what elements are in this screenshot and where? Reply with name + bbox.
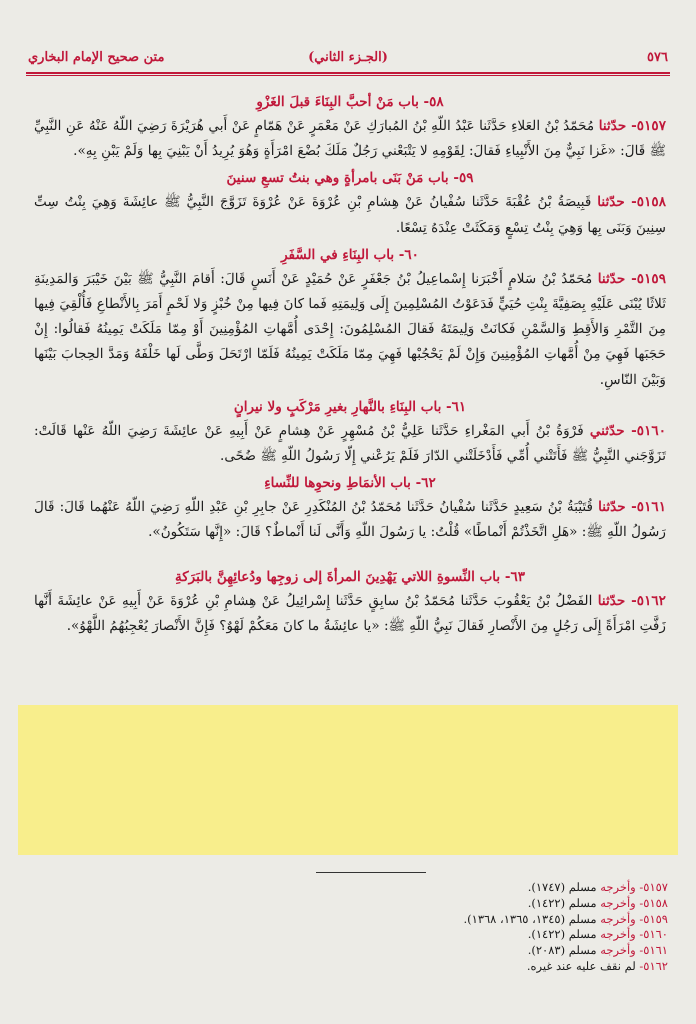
hadith-lead: حدّثنا [597,194,625,211]
hadith-number: ٥١٥٧ [636,118,667,134]
header-rule [26,72,670,74]
part-title: (الجـزء الثاني) [308,50,388,65]
page-number: ٥٧٦ [647,50,668,65]
hadith-text: فَرْوَةُ بْنُ أَبي المَغْراءِ حَدَّثَنا عَلِيُّ بْنُ مُسْهِرٍ عَنْ هِشامٍ عَنْ أَبِيهِ عَنْ عائِشَةَ رَضِيَ اللّهُ عَنْها قَالَتْ: تَزَوَّجَني النَّبِيُّ ﷺ فَأَتَتْني أُمِّي فَأَدْخَلَتْني الدّارَ فَلَمْ يَرُعْني إِلّا رَسُولُ اللّهِ ﷺ ضُحًى. [34,422,666,465]
footnote-ref: ٥١٥٨- وأخرجه [600,895,668,910]
chapter-title: ٦٠- باب البِنَاءِ في السَّفَرِ [281,246,419,263]
hadith-text: قُتَيْبَةُ بْنُ سَعِيدٍ حَدَّثَنا سُفْيانُ حَدَّثَنا مُحَمّدُ بْنُ المُنْكَدِرِ عَنْ جابِرِ بْنِ عَبْدِ اللّهِ رَضِيَ اللّهُ عَنْهُما قَالَ: قَالَ رَسُولُ اللّهِ ﷺ: «هَلِ اتَّخَذْتُمْ أَنْماطًا» قُلْتُ: يا رَسُولَ اللّهِ وَأَنَّى لَنا أَنْماطٌ؟ قَالَ: «إِنَّها سَتَكُونُ». [34,499,666,541]
hadith-lead: حدّثنا [597,270,626,287]
footnote-ref: ٥١٦٢- [639,958,668,973]
chapter-title: ٥٩- باب مَنْ بَنَى بامرأةٍ وهي بنتُ تسعِ سنينَ [226,170,474,187]
footnote-text: مسلم (١٧٤٧). [527,880,597,894]
hadith: ٥١٥٩- حدّثنا مُحَمّدُ بْنُ سَلامٍ أَخْبَرَنا إِسْماعِيلُ بْنُ جَعْفَرٍ عَنْ حُمَيْدٍ عَنْ أَنَسٍ قَالَ: أَقامَ النَّبِيُّ ﷺ بَيْنَ خَيْبَرَ وَالمَدِينَةِ ثَلاثًا يُبْنَى عَلَيْهِ بِصَفِيَّةَ بِنْتِ حُيَيٍّ فَدَعَوْتُ المُسْلِمِينَ إِلَى وَلِيمَتِهِ فَما كانَ فِيها مِنْ خُبْزٍ وَلا لَحْمٍ أَمَرَ بِالأَنْطاعِ فَأُلْقِيَ فِيها مِنَ التَّمْرِ وَالأَقِطِ وَالسَّمْنِ فَكانَتْ وَلِيمَتَهُ فَقالَ المُسْلِمُونَ: إِحْدَى أُمَّهاتِ المُؤْمِنِينَ أَوْ مِمّا مَلَكَتْ يَمِينُهُ فَقالُوا: إِنْ حَجَبَها فَهِيَ مِنْ أُمَّهاتِ المُؤْمِنِينَ وَإِنْ لَمْ يَحْجُبْها فَهِيَ مِمّا مَلَكَتْ يَمِينُهُ فَلَمّا ارْتَحَلَ وَطَّى لَها خَلْفَهُ وَمَدَّ الحِجابَ بَيْنَها وَبَيْنَ النّاسِ. [34,270,667,388]
footnote [350,943,668,959]
hadith-lead: حدّثنا [598,499,626,516]
footnotes [350,880,668,975]
main-text [34,88,666,639]
hadith-lead: حدّثنا [597,592,626,609]
hadith-text: الفَضْلُ بْنُ يَعْقُوبَ حَدَّثَنا مُحَمّدُ بْنُ سابِقٍ حَدَّثَنا إِسْرائِيلُ عَنْ هِشامِ بْنِ عُرْوَةَ عَنْ أَبِيهِ عَنْ عائِشَةَ أَنَّها زَفَّتِ امْرَأَةً إِلَى رَجُلٍ مِنَ الأَنْصارِ فَقالَ نَبِيُّ اللّهِ ﷺ: «يا عائِشَةُ ما كانَ مَعَكُمْ لَهْوٌ؟ فَإِنَّ الأَنْصارَ يُعْجِبُهُمُ اللَّهْوُ». [34,592,666,634]
hadith-number: ٥١٦٠ [636,422,667,439]
hadith: ٥١٥٨- حدّثنا قَبِيصَةُ بْنُ عُقْبَةَ حَدَّثَنا سُفْيانُ عَنْ هِشامِ بْنِ عُرْوَةَ عَنْ عُرْوَةَ تَزَوَّجَ النَّبِيُّ ﷺ عائِشَةَ وَهِيَ بِنْتُ سِتِّ سِنِينَ وَبَنَى بِها وَهِيَ بِنْتُ تِسْعٍ وَمَكَثَتْ عِنْدَهُ تِسْعًا. [34,194,667,236]
footnote-text: مسلم (١٣٤٥، ١٣٦٥، ١٣٦٨). [463,911,597,926]
chapter-title: ٦١- باب البِنَاءِ بالنَّهارِ بغيرِ مَرْكَبٍ ولا نيرانٍ [233,398,467,415]
hadith-lead: حدّثني [589,422,625,439]
highlight-box [18,705,678,855]
footnote-text: مسلم (١٤٢٢). [527,927,597,942]
footnote-ref: ٥١٥٩- وأخرجه [600,911,668,926]
footnote [350,896,668,912]
header-rule-thin [26,75,670,76]
hadith: ٥١٦٢- حدّثنا الفَضْلُ بْنُ يَعْقُوبَ حَدَّثَنا مُحَمّدُ بْنُ سابِقٍ حَدَّثَنا إِسْرائِيلُ عَنْ هِشامِ بْنِ عُرْوَةَ عَنْ أَبِيهِ عَنْ عائِشَةَ أَنَّها زَفَّتِ امْرَأَةً إِلَى رَجُلٍ مِنَ الأَنْصارِ فَقالَ نَبِيُّ اللّهِ ﷺ: «يا عائِشَةُ ما كانَ مَعَكُمْ لَهْوٌ؟ فَإِنَّ الأَنْصارَ يُعْجِبُهُمُ اللَّهْوُ». [34,592,666,634]
hadith-number: ٥١٥٩ [636,270,667,287]
chapter-title: ٥٨- باب مَنْ أحبَّ البِنَاءَ قبلَ الغَزْوِ [256,94,444,110]
chapter-title: ٦٢- باب الأنمَاطِ ونحوِها للنِّساءِ [264,475,436,492]
hadith: ٥١٦١- حدّثنا قُتَيْبَةُ بْنُ سَعِيدٍ حَدَّثَنا سُفْيانُ حَدَّثَنا مُحَمّدُ بْنُ المُنْكَدِرِ عَنْ جابِرِ بْنِ عَبْدِ اللّهِ رَضِيَ اللّهُ عَنْهُما قَالَ: قَالَ رَسُولُ اللّهِ ﷺ: «هَلِ اتَّخَذْتُمْ أَنْماطًا» قُلْتُ: يا رَسُولَ اللّهِ وَأَنَّى لَنا أَنْماطٌ؟ قَالَ: «إِنَّها سَتَكُونُ». [34,499,667,541]
hadith-number: ٥١٦٢ [636,592,666,609]
footnote-rule [316,872,426,873]
footnote-ref: ٥١٥٧- وأخرجه [600,880,668,894]
footnote [350,959,668,975]
footnote-text: مسلم (٢٠٨٣). [527,943,597,958]
page-header [28,50,668,70]
chapter-title: ٦٣- باب النِّسوةِ اللاتي يَهْدِينَ المرأةَ إلى زوجِها ودُعائِهِنَّ بالبَرَكةِ [175,568,525,585]
hadith-number: ٥١٥٨ [636,194,667,211]
footnote [350,927,668,943]
footnote-ref: ٥١٦٠- وأخرجه [600,927,668,942]
footnote-text: مسلم (١٤٢٢). [527,895,597,910]
hadith-number: ٥١٦١ [636,499,667,516]
hadith: ٥١٦٠- حدّثني فَرْوَةُ بْنُ أَبي المَغْراءِ حَدَّثَنا عَلِيُّ بْنُ مُسْهِرٍ عَنْ هِشامٍ عَنْ أَبِيهِ عَنْ عائِشَةَ رَضِيَ اللّهُ عَنْها قَالَتْ: تَزَوَّجَني النَّبِيُّ ﷺ فَأَتَتْني أُمِّي فَأَدْخَلَتْني الدّارَ فَلَمْ يَرُعْني إِلّا رَسُولُ اللّهِ ﷺ ضُحًى. [34,422,667,465]
footnote [350,912,668,928]
footnote-ref: ٥١٦١- وأخرجه [600,943,668,958]
book-title: متن صحيح الإمام البخاري [28,50,165,65]
footnote [350,880,668,896]
hadith-lead: حدّثنا [598,118,627,134]
hadith-text: مُحَمّدُ بْنُ العَلاءِ حَدَّثَنا عَبْدُ اللّهِ بْنُ المُبارَكِ عَنْ مَعْمَرٍ عَنْ هَمّامٍ عَنْ أَبي هُرَيْرَةَ رَضِيَ اللّهُ عَنْهُ عَنِ النَّبِيِّ ﷺ قَالَ: «غَزا نَبِيٌّ مِنَ الأَنْبِياءِ فَقالَ: لِقَوْمِهِ لا يَتْبَعْني رَجُلٌ مَلَكَ بُضْعَ امْرَأَةٍ وَهُوَ يُرِيدُ أَنْ يَبْنِيَ بِها وَلَمْ يَبْنِ بِهِ». [34,118,666,160]
hadith-text: قَبِيصَةُ بْنُ عُقْبَةَ حَدَّثَنا سُفْيانُ عَنْ هِشامِ بْنِ عُرْوَةَ عَنْ عُرْوَةَ تَزَوَّجَ النَّبِيُّ ﷺ عائِشَةَ وَهِيَ بِنْتُ سِتِّ سِنِينَ وَبَنَى بِها وَهِيَ بِنْتُ تِسْعٍ وَمَكَثَتْ عِنْدَهُ تِسْعًا. [34,194,666,236]
hadith: ٥١٥٧- حدّثنا مُحَمّدُ بْنُ العَلاءِ حَدَّثَنا عَبْدُ اللّهِ بْنُ المُبارَكِ عَنْ مَعْمَرٍ عَنْ هَمّامٍ عَنْ أَبي هُرَيْرَةَ رَضِيَ اللّهُ عَنْهُ عَنِ النَّبِيِّ ﷺ قَالَ: «غَزا نَبِيٌّ مِنَ الأَنْبِياءِ فَقالَ: لِقَوْمِهِ لا يَتْبَعْني رَجُلٌ مَلَكَ بُضْعَ امْرَأَةٍ وَهُوَ يُرِيدُ أَنْ يَبْنِيَ بِها وَلَمْ يَبْنِ بِهِ». [34,118,667,160]
footnote-text: لم نقف عليه عند غيره. [526,958,636,973]
hadith-text: مُحَمّدُ بْنُ سَلامٍ أَخْبَرَنا إِسْماعِيلُ بْنُ جَعْفَرٍ عَنْ حُمَيْدٍ عَنْ أَنَسٍ قَالَ: أَقامَ النَّبِيُّ ﷺ بَيْنَ خَيْبَرَ وَالمَدِينَةِ ثَلاثًا يُبْنَى عَلَيْهِ بِصَفِيَّةَ بِنْتِ حُيَيٍّ فَدَعَوْتُ المُسْلِمِينَ إِلَى وَلِيمَتِهِ فَما كانَ فِيها مِنْ خُبْزٍ وَلا لَحْمٍ أَمَرَ بِالأَنْطاعِ فَأُلْقِيَ فِيها مِنَ التَّمْرِ وَالأَقِطِ وَالسَّمْنِ فَكانَتْ وَلِيمَتَهُ فَقالَ المُسْلِمُونَ: إِحْدَى أُمَّهاتِ المُؤْمِنِينَ أَوْ مِمّا مَلَكَتْ يَمِينُهُ فَقالُوا: إِنْ حَجَبَها فَهِيَ مِنْ أُمَّهاتِ المُؤْمِنِينَ وَإِنْ لَمْ يَحْجُبْها فَهِيَ مِمّا مَلَكَتْ يَمِينُهُ فَلَمّا ارْتَحَلَ وَطَّى لَها خَلْفَهُ وَمَدَّ الحِجابَ بَيْنَها وَبَيْنَ النّاسِ. [34,270,666,388]
